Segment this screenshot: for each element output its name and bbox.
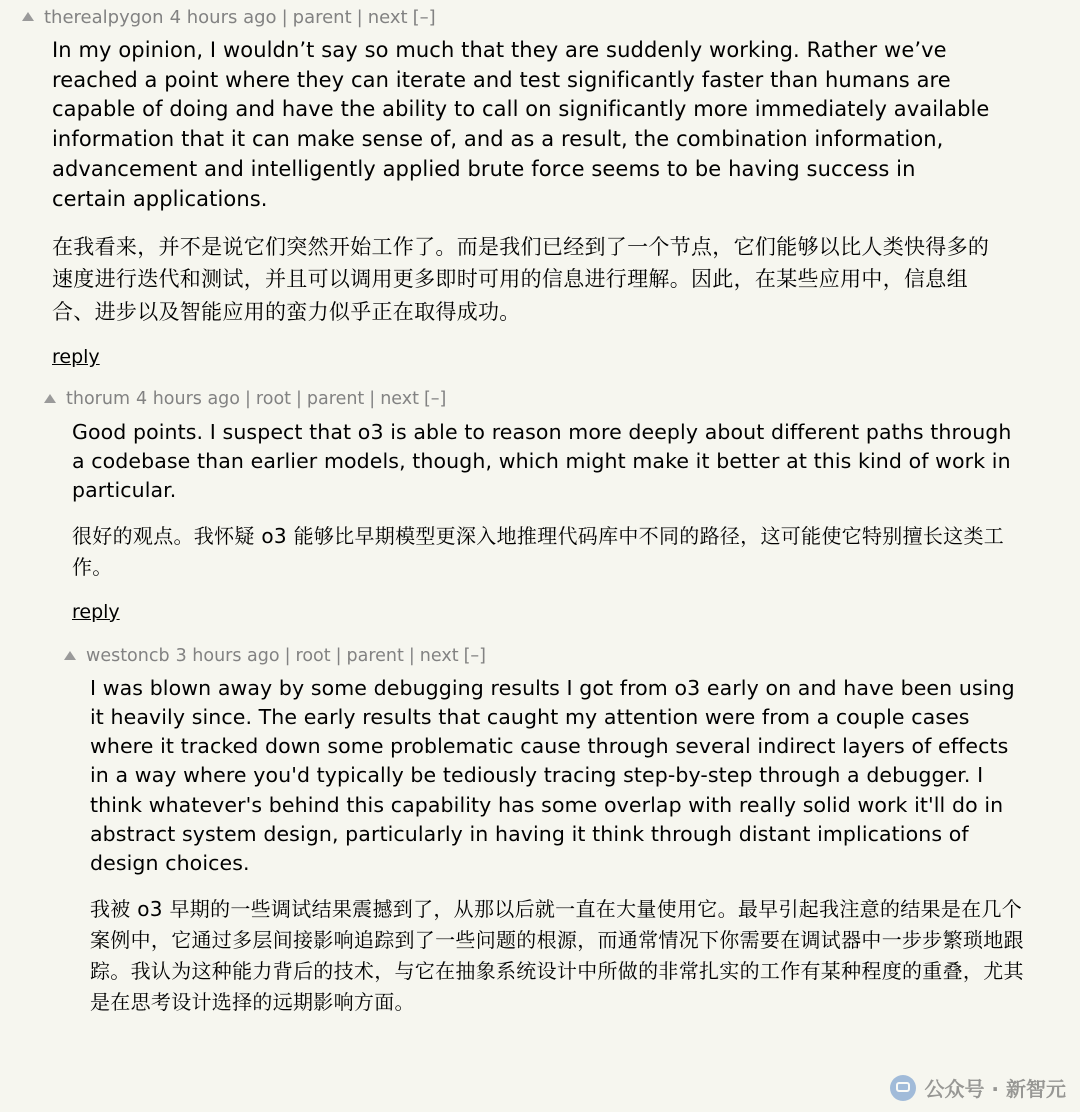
wechat-logo-icon — [890, 1075, 916, 1101]
reply-link[interactable]: reply — [52, 346, 100, 369]
root-link[interactable]: root — [295, 645, 331, 666]
collapse-toggle[interactable]: [–] — [463, 645, 486, 666]
comment-age: 4 hours ago — [136, 389, 241, 410]
parent-link[interactable]: parent — [292, 7, 352, 28]
reply-link[interactable]: reply — [72, 600, 120, 623]
separator: | — [335, 645, 342, 666]
root-link[interactable]: root — [255, 389, 292, 410]
collapse-triangle-icon[interactable] — [44, 394, 56, 403]
collapse-toggle[interactable]: [–] — [423, 389, 447, 410]
comment-author-link[interactable]: westoncb — [86, 645, 170, 666]
next-link[interactable]: next — [380, 389, 419, 410]
separator: | — [281, 7, 288, 28]
comment-body — [64, 666, 1030, 1018]
separator: | — [356, 7, 363, 28]
next-link[interactable]: next — [419, 645, 459, 666]
comment-header — [64, 647, 1080, 666]
comment-header — [22, 8, 1080, 28]
watermark-text: 公众号 · 新智元 — [924, 1077, 1066, 1101]
collapse-triangle-icon[interactable] — [64, 651, 76, 660]
separator: | — [284, 645, 291, 666]
watermark — [890, 1073, 1066, 1102]
next-link[interactable]: next — [367, 7, 408, 28]
separator: | — [369, 389, 376, 410]
separator: | — [245, 389, 251, 410]
separator: | — [296, 389, 302, 410]
collapse-triangle-icon[interactable] — [22, 12, 34, 21]
comment-paragraph-en: In my opinion, I wouldn’t say so much that they are suddenly working. Rather we’ve reached a point where they can iterate and test significantly faster than humans are capable of doing and have the ability to call on significantly more immediately available information that it can make sense of, and as a result, the combination information, advancement and intelligently applied brute force seems to be having success in certain applications. — [52, 37, 990, 211]
parent-link[interactable]: parent — [346, 645, 404, 666]
comment-paragraph-en: I was blown away by some debugging results I got from o3 early on and have been using it heavily since. The early results that caught my attention were from a couple cases where it tracked down some problematic cause through several indirect layers of effects in a way where you'd typically be tediously tracing step-by-step through a debugger. I think whatever's behind this capability has some overlap with really solid work it'll do in abstract system design, particularly in having it think through distant implications of design choices. — [90, 676, 1015, 875]
comment-body — [22, 28, 992, 387]
collapse-toggle[interactable]: [–] — [412, 7, 436, 28]
comment-body — [44, 410, 1012, 641]
separator: | — [408, 645, 415, 666]
comment-paragraph-en: Good points. I suspect that o3 is able to reason more deeply about different paths through a codebase than earlier models, though, which might make it better at this kind of work in particular. — [72, 419, 1012, 502]
comment-thread-item — [0, 647, 1080, 1018]
comment-thread-item — [0, 390, 1080, 641]
comment-paragraph-zh: 很好的观点。我怀疑 o3 能够比早期模型更深入地推理代码库中不同的路径，这可能使它特别擅长这类工作。 — [72, 523, 1005, 579]
comment-author-link[interactable]: thorum — [66, 389, 130, 410]
comment-age: 4 hours ago — [169, 7, 277, 28]
comment-author-link[interactable]: therealpygon — [44, 7, 164, 28]
comment-thread-item — [0, 8, 1080, 386]
comment-paragraph-zh: 我被 o3 早期的一些调试结果震撼到了，从那以后就一直在大量使用它。最早引起我注意的结果是在几个案例中，它通过多层间接影响追踪到了一些问题的根源，而通常情况下你需要在调试器中一步步繁琐地跟踪。我认为这种能力背后的技术，与它在抽象系统设计中所做的非常扎实的工作有某种程度的重叠，尤其是在思考设计选择的远期影响方面。 — [90, 896, 1024, 1014]
parent-link[interactable]: parent — [306, 389, 365, 410]
comment-header — [44, 390, 1080, 409]
comment-paragraph-zh: 在我看来，并不是说它们突然开始工作了。而是我们已经到了一个节点，它们能够以比人类快得多的速度进行迭代和测试，并且可以调用更多即时可用的信息进行理解。因此，在某些应用中，信息组合、进步以及智能应用的蛮力似乎正在取得成功。 — [52, 234, 990, 324]
comment-age: 3 hours ago — [175, 645, 280, 666]
